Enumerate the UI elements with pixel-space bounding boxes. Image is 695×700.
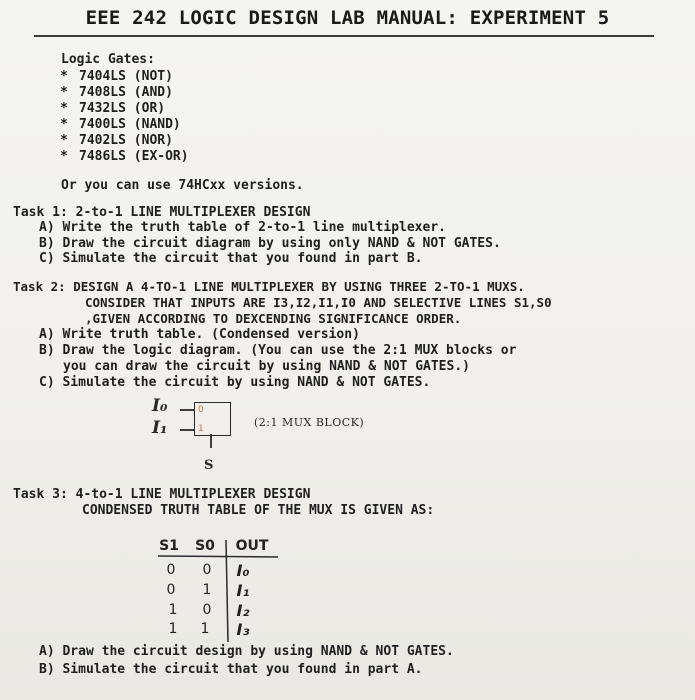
truth-table-cell: 1 — [202, 582, 212, 598]
task2-part-b: B) Draw the logic diagram. (You can use the 2:1 MUX blocks or — [39, 343, 517, 358]
truth-table-cell: 0 — [166, 562, 176, 578]
truth-table-cell: I₀ — [236, 561, 250, 580]
truth-table-header: OUT — [235, 538, 269, 554]
task2-part-a: A) Write truth table. (Condensed version) — [39, 327, 360, 342]
truth-table-cell: 1 — [168, 602, 178, 618]
task1-part-b: B) Draw the circuit diagram by using only NAND & NOT GATES. — [39, 236, 501, 251]
truth-table-cell: I₂ — [236, 601, 250, 620]
header-divider — [34, 35, 654, 37]
bullet-icon: * — [60, 69, 68, 84]
truth-table-cell: 0 — [202, 602, 212, 618]
truth-table-cell: I₃ — [236, 620, 250, 639]
mux-pin-1: 1 — [198, 424, 204, 434]
page-title: EEE 242 LOGIC DESIGN LAB MANUAL: EXPERIMENT 5 — [85, 7, 610, 29]
truth-table-cell: 0 — [202, 562, 212, 578]
task3-title: Task 3: 4-to-1 LINE MULTIPLEXER DESIGN — [13, 487, 311, 502]
truth-table-header: S1 — [159, 538, 179, 554]
gate-item: 7486LS (EX-OR) — [79, 149, 189, 164]
gate-item: 7402LS (NOR) — [79, 133, 173, 148]
gate-item: 7432LS (OR) — [79, 101, 166, 116]
gate-item: 7408LS (AND) — [79, 85, 173, 100]
task3-part-a: A) Draw the circuit design by using NAND & NOT GATES. — [39, 644, 454, 659]
task1-part-c: C) Simulate the circuit that you found in part B. — [39, 251, 423, 266]
task3-part-b: B) Simulate the circuit that you found in part A. — [39, 662, 423, 677]
task2-title: Task 2: DESIGN A 4-TO-1 LINE MULTIPLEXER BY USING THREE 2-TO-1 MUXS. — [13, 279, 525, 294]
task3-subtitle: CONDENSED TRUTH TABLE OF THE MUX IS GIVEN AS: — [82, 503, 435, 518]
bullet-icon: * — [60, 85, 68, 100]
task1-part-a: A) Write the truth table of 2-to-1 line multiplexer. — [39, 220, 446, 235]
alt-versions-note: Or you can use 74HCxx versions. — [61, 178, 304, 193]
task2-order: ,GIVEN ACCORDING TO DEXCENDING SIGNIFICANCE ORDER. — [85, 311, 462, 326]
truth-table-cell: I₁ — [236, 581, 250, 600]
mux-pin-0: 0 — [198, 405, 204, 415]
task2-inputs: CONSIDER THAT INPUTS ARE I3,I2,I1,I0 AND SELECTIVE LINES S1,S0 — [85, 295, 552, 310]
task1-title: Task 1: 2-to-1 LINE MULTIPLEXER DESIGN — [13, 205, 311, 220]
truth-table-cell: 1 — [168, 621, 178, 637]
bullet-icon: * — [60, 133, 68, 148]
task2-part-b-cont: you can draw the circuit by using NAND & NOT GATES.) — [63, 359, 470, 374]
mux-block-diagram — [146, 396, 386, 486]
logic-gates-title: Logic Gates: — [61, 52, 155, 67]
truth-table-cell: 0 — [166, 582, 176, 598]
task2-part-c: C) Simulate the circuit by using NAND & NOT GATES. — [39, 375, 431, 390]
truth-table-header: S0 — [195, 538, 215, 554]
mux-select-label: S — [204, 458, 214, 473]
mux-input-i0-label: I₀ — [152, 396, 168, 416]
mux-block-caption: (2:1 MUX BLOCK) — [254, 416, 365, 429]
mux-input-i1-label: I₁ — [152, 418, 168, 438]
truth-table — [150, 536, 300, 646]
mux-wires — [146, 396, 386, 486]
bullet-icon: * — [60, 149, 68, 164]
truth-table-cell: 1 — [200, 621, 210, 637]
bullet-icon: * — [60, 101, 68, 116]
gate-item: 7400LS (NAND) — [79, 117, 181, 132]
gate-item: 7404LS (NOT) — [79, 69, 173, 84]
bullet-icon: * — [60, 117, 68, 132]
